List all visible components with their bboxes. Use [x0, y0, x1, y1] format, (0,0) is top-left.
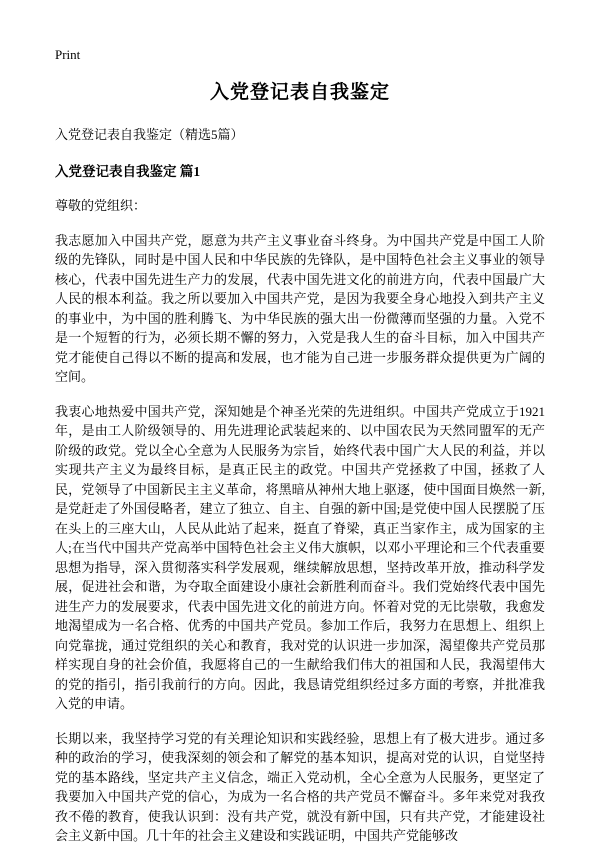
- document-subtitle: 入党登记表自我鉴定（精选5篇）: [55, 127, 244, 142]
- paragraph: 我志愿加入中国共产党，愿意为共产主义事业奋斗终身。为中国共产党是中国工人阶级的先锋队，同时是中国人民和中华民族的先锋队，是中国特色社会主义事业的领导核心，代表中国先进生产力的发展，代表中国先进文化的前进方向，代表中国最广大人民的根本利益。我之所以要加入中国共产党，是因为我要全身心地投入到共产主义的事业中，为中国的胜利腾飞、为中华民族的强大出一份微薄而坚强的力量。入党不是一个短暂的行为，必须长期不懈的努力，入党是我人生的奋斗目标，加入中国共产党才能使自己得以不断的提高和发展，也才能为自己进一步服务群众提供更为广阔的空间。: [55, 232, 545, 384]
- paragraph: 我衷心地热爱中国共产党，深知她是个神圣光荣的先进组织。中国共产党成立于1921年，是由工人阶级领导的、用先进理论武装起来的、以中国农民为天然同盟军的无产阶级的政党。党以全心全意为人民服务为宗旨，始终代表中国广大人民的利益，并以实现共产主义为最终目标，是真正民主的政党。中国共产党拯救了中国，拯救了人民，党领导了中国新民主主义革命，将黑暗从神州大地上驱逐，使中国面目焕然一新,是党赶走了外国侵略者，建立了独立、自主、自强的新中国;是党使中国人民摆脱了压在头上的三座大山，人民从此站了起来，挺直了脊梁，真正当家作主，成为国家的主人;在当代中国共产党高举中国特色社会主义伟大旗帜，以邓小平理论和三个代表重要思想为指导，深入贯彻落实科学发展观，继续解放思想，坚持改革开放，推动科学发展，促进社会和谐，为夺取全面建设小康社会新胜利而奋斗。我们党始终代表中国先进生产力的发展要求，代表中国先进文化的前进方向。怀着对党的无比崇敬，我愈发地渴望成为一名合格、优秀的中国共产党员。参加工作后，我努力在思想上、组织上向党靠拢，通过党组织的关心和教育，我对党的认识进一步加深，渴望像共产党员那样实现自身的社会价值，我愿将自己的一生献给我们伟大的祖国和人民，我渴望伟大的党的指引，指引我前行的方向。因此，我恳请党组织经过多方面的考察，并批准我入党的申请。: [55, 403, 545, 711]
- salutation: 尊敬的党组织：: [55, 198, 147, 213]
- print-button[interactable]: Print: [55, 47, 81, 62]
- document-body: [55, 231, 545, 846]
- section-heading: 入党登记表自我鉴定 篇1: [55, 164, 201, 179]
- page-title: 入党登记表自我鉴定: [209, 82, 390, 103]
- paragraph: 长期以来，我坚持学习党的有关理论知识和实践经验，思想上有了极大进步。通过多种的政治的学习，使我深刻的领会和了解党的基本知识，提高对党的认识，自觉坚持党的基本路线，坚定共产主义信念，端正入党动机，全心全意为人民服务，更坚定了我要加入中国共产党的信心，为成为一名合格的共产党员不懈奋斗。多年来党对我孜孜不倦的教育，使我认识到：没有共产党，就没有新中国，只有共产党，才能建设社会主义新中国。几十年的社会主义建设和实践证明，中国共产党能够改: [55, 730, 545, 843]
